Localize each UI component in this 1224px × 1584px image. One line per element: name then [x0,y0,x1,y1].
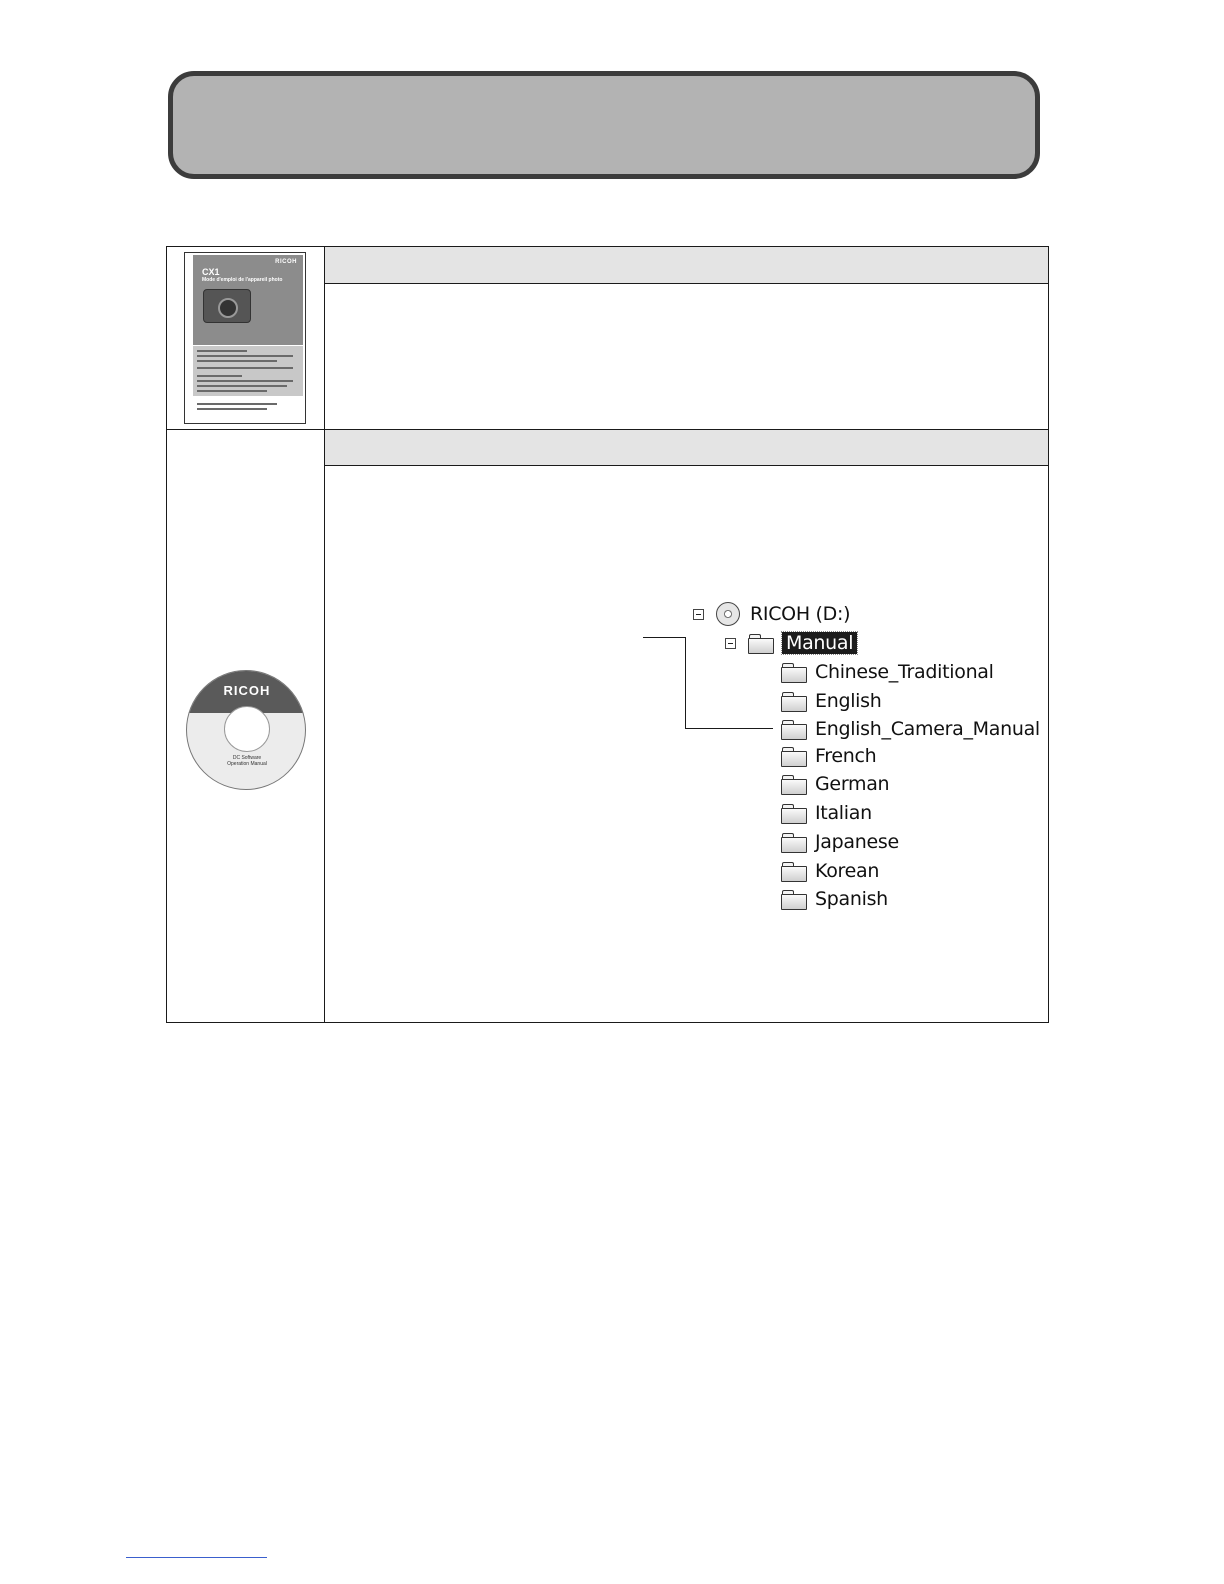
tree-item-folder[interactable] [781,829,899,855]
folder-label: Italian [815,802,872,824]
tree-item-folder[interactable] [781,771,889,797]
tree-item-folder[interactable] [781,716,1040,742]
tree-item-folder[interactable] [781,886,888,912]
collapse-toggle-manual[interactable] [725,638,736,649]
drive-label: RICOH (D:) [750,603,851,625]
footer-link-underline[interactable] [126,1557,267,1558]
folder-icon [781,889,807,909]
tree-item-folder[interactable] [781,858,879,884]
folder-icon [781,774,807,794]
booklet-subtitle: Mode d'emploi de l'appareil photo [202,277,283,283]
folder-label: Spanish [815,888,888,910]
tree-item-folder[interactable] [781,743,876,769]
folder-icon [748,633,774,653]
folder-icon [781,861,807,881]
folder-label: Japanese [815,831,899,853]
cd-label-line2: Operation Manual [227,761,267,767]
folder-label: German [815,773,890,795]
software-guide-header-bar [325,430,1048,465]
callout-line [643,637,686,638]
tree-item-folder[interactable] [781,800,872,826]
folder-icon [781,832,807,852]
tree-item-folder[interactable] [781,688,882,714]
folder-label: English_Camera_Manual [815,718,1040,740]
cd-label-text [187,755,306,767]
tree-item-drive[interactable] [716,601,850,627]
folder-icon [781,803,807,823]
folder-icon [781,691,807,711]
camera-illustration [203,289,251,323]
camera-guide-header-bar [325,247,1048,283]
chapter-title-banner [168,71,1040,179]
cd-rom-thumbnail [186,670,306,790]
camera-user-guide-thumbnail [184,252,306,424]
folder-icon [781,746,807,766]
folder-label: French [815,745,877,767]
selected-folder-label: Manual [782,632,857,654]
cd-label-line1: DC Software [232,755,262,761]
booklet-info-panel [193,346,303,396]
collapse-toggle-drive[interactable] [693,609,704,620]
tree-item-manual[interactable] [748,630,857,656]
cd-brand: RICOH [223,683,271,698]
folder-icon [781,719,807,739]
booklet-brand: RICOH [275,259,297,265]
folder-label: English [815,690,882,712]
cd-drive-icon [716,602,740,626]
folder-label: Chinese_Traditional [815,661,994,683]
tree-item-folder[interactable] [781,659,994,685]
cd-center-hole [224,706,270,752]
folder-icon [781,662,807,682]
folder-label: Korean [815,860,880,882]
booklet-model: CX1 [202,267,220,277]
